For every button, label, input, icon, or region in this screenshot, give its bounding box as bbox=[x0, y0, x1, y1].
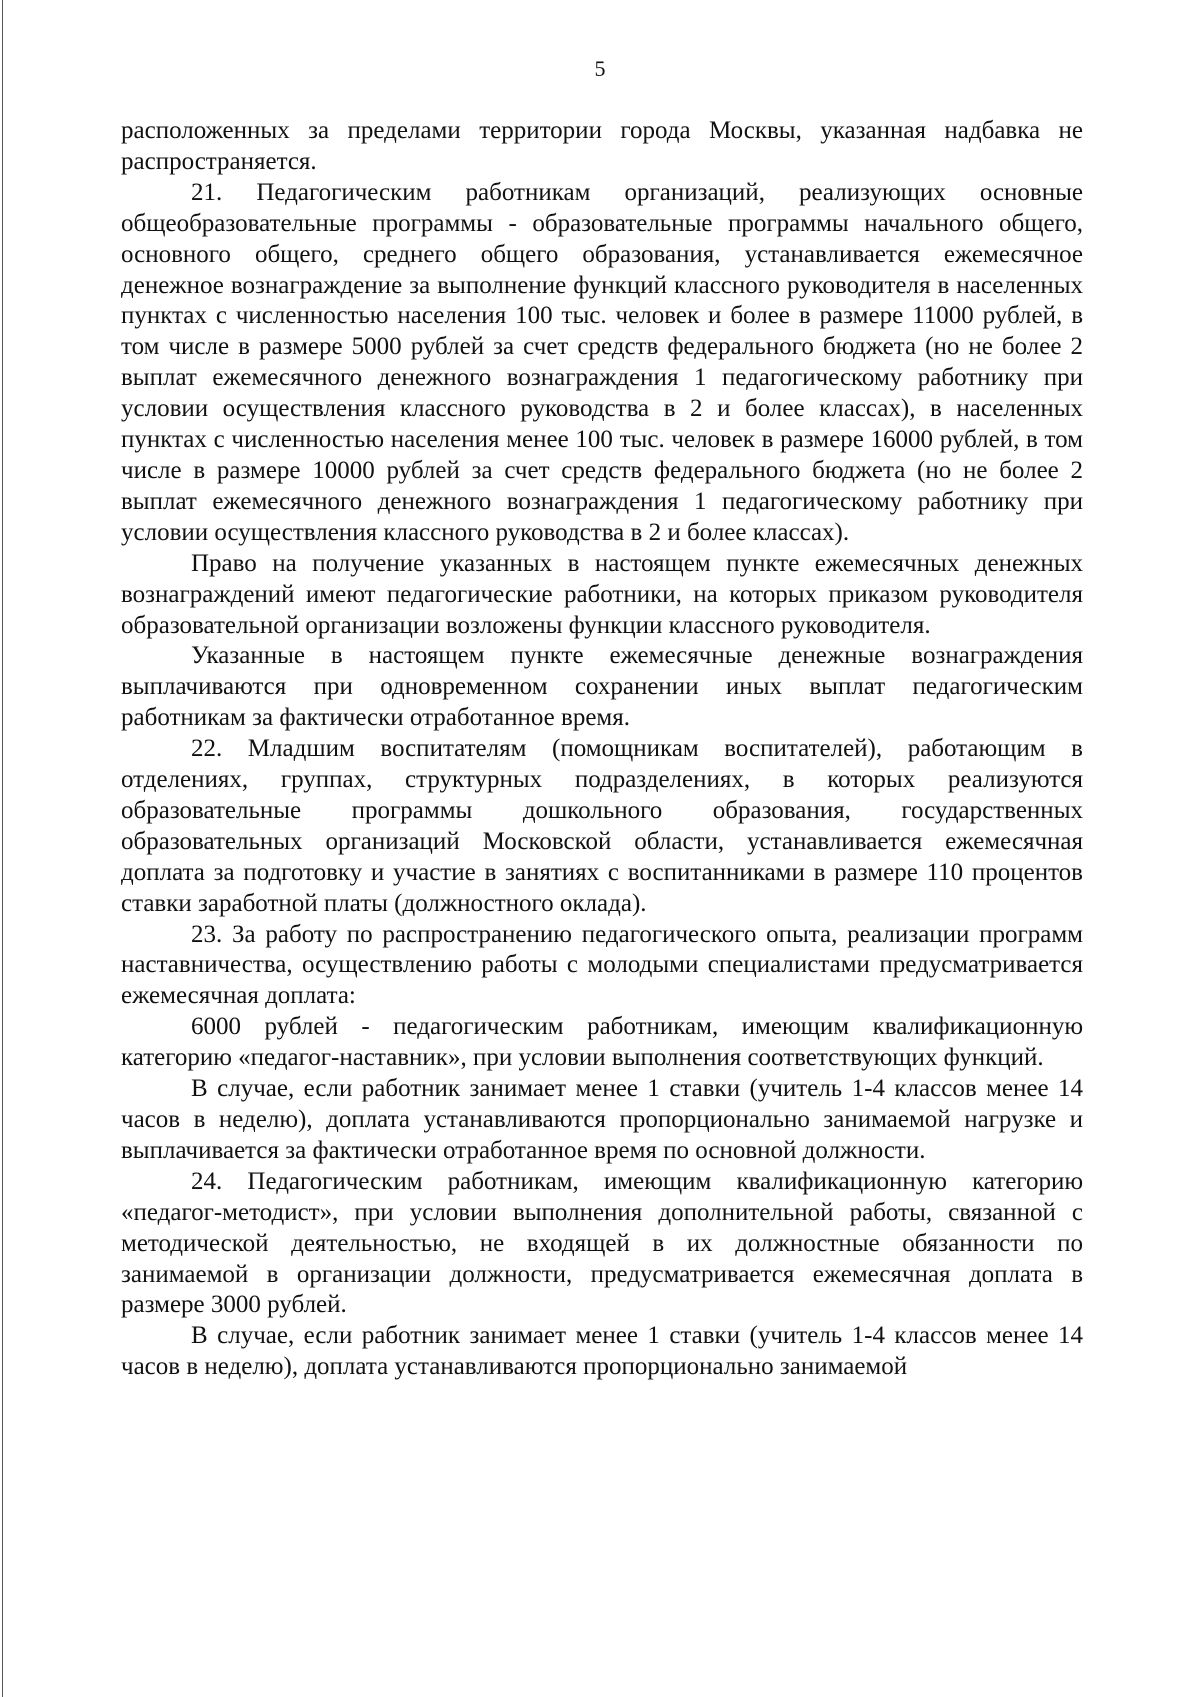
paragraph-item-22: 22. Младшим воспитателям (помощникам воспитателей), работающим в отделениях, группах, структурных подразделениях, в которых реализуются образовательные программы дошкольного образования, государственных образовательных организаций Московской области, устанавливается ежемесячная доплата за подготовку и участие в занятиях с воспитанниками в размере 110 процентов ставки заработной платы (должностного оклада). bbox=[121, 735, 1083, 917]
paragraph-item-23-amount: 6000 рублей - педагогическим работникам, имеющим квалификационную категорию «педагог-наставник», при условии выполнения соответствующих функций. bbox=[121, 1013, 1083, 1072]
paragraph-item-23-partial-rate: В случае, если работник занимает менее 1 ставки (учитель 1-4 классов менее 14 часов в неделю), доплата устанавливаются пропорционально занимаемой нагрузке и выплачивается за фактически отработанное время по основной должности. bbox=[121, 1075, 1083, 1164]
paragraph-item-24: 24. Педагогическим работникам, имеющим квалификационную категорию «педагог-методист», при условии выполнения дополнительной работы, связанной с методической деятельностью, не входящей в их должностные обязанности по занимаемой в организации должности, предусматривается ежемесячная доплата в размере 3000 рублей. bbox=[121, 1167, 1083, 1319]
document-body bbox=[121, 116, 1083, 1383]
page-number: 5 bbox=[594, 56, 606, 81]
paragraph-item-24-partial-rate: В случае, если работник занимает менее 1 ставки (учитель 1-4 классов менее 14 часов в неделю), доплата устанавливаются пропорционально занимаемой bbox=[121, 1322, 1083, 1381]
paragraph-item-21-right: Право на получение указанных в настоящем пункте ежемесячных денежных вознаграждений имеют педагогические работники, на которых приказом руководителя образовательной организации возложены функции классного руководителя. bbox=[121, 549, 1083, 639]
paragraph-item-21-payment: Указанные в настоящем пункте ежемесячные денежные вознаграждения выплачиваются при одновременном сохранении иных выплат педагогическим работникам за фактически отработанное время. bbox=[121, 642, 1083, 732]
scan-margin-line bbox=[2, 0, 3, 1697]
paragraph-item-23: 23. За работу по распространению педагогического опыта, реализации программ наставничества, осуществлению работы с молодыми специалистами предусматривается ежемесячная доплата: bbox=[121, 920, 1083, 1010]
paragraph-continuation: расположенных за пределами территории города Москвы, указанная надбавка не распространяется. bbox=[121, 117, 1083, 175]
paragraph-item-21: 21. Педагогическим работникам организаций, реализующих основные общеобразовательные программы - образовательные программы начального общего, основного общего, среднего общего образования, устанавливается ежемесячное денежное вознаграждение за выполнение функций классного руководителя в населенных пунктах с численностью населения 100 тыс. человек и более в размере 11000 рублей, в том числе в размере 5000 рублей за счет средств федерального бюджета (но не более 2 выплат ежемесячного денежного вознаграждения 1 педагогическому работнику при условии осуществления классного руководства в 2 и более классах), в населенных пунктах с численностью населения менее 100 тыс. человек в размере 16000 рублей, в том числе в размере 10000 рублей за счет средств федерального бюджета (но не более 2 выплат ежемесячного денежного вознаграждения 1 педагогическому работнику при условии осуществления классного руководства в 2 и более классах). bbox=[121, 178, 1083, 546]
